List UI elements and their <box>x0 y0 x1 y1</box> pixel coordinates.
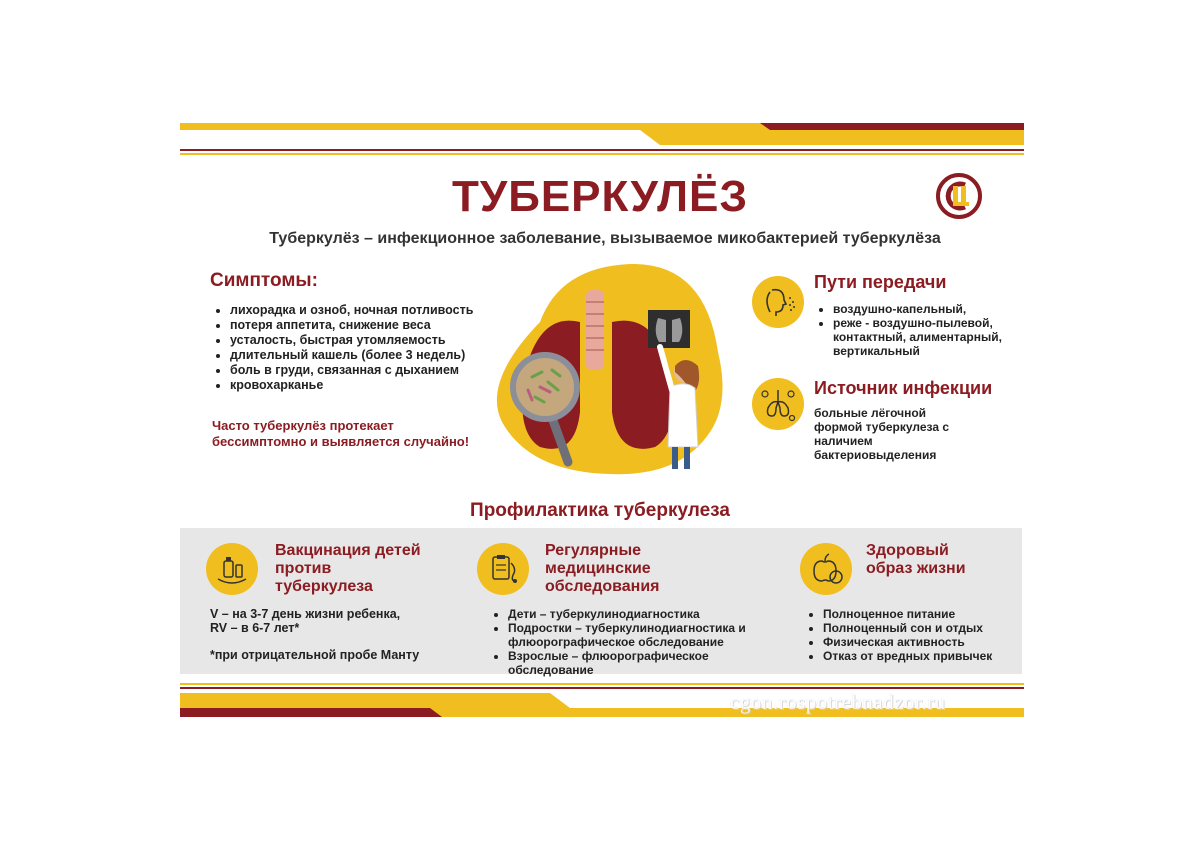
symptoms-note-line1: Часто туберкулёз протекает <box>212 418 394 433</box>
list-item: • Дети – туберкулинодиагностика <box>508 607 788 621</box>
list-item: • Отказ от вредных привычек <box>823 649 1023 663</box>
lifestyle-list <box>805 607 1023 663</box>
footer-website: cgon.rospotrebnadzor.ru <box>730 690 946 714</box>
list-item: • воздушно-капельный, <box>833 302 1023 316</box>
lifestyle-icon-circle <box>800 543 852 595</box>
list-item: • Полноценный сон и отдых <box>823 621 1023 635</box>
checkups-list <box>490 607 788 677</box>
list-item: • реже - воздушно-пылевой, контактный, алиментарный, вертикальный <box>833 316 1023 358</box>
page-title: ТУБЕРКУЛЁЗ <box>451 172 749 221</box>
vaccination-line1: V – на 3-7 день жизни ребенка, <box>210 607 401 621</box>
vaccine-icon <box>206 543 258 595</box>
vaccination-heading: Вакцинация детей против туберкулеза <box>275 542 421 595</box>
lungs-doctor-illustration <box>480 262 740 482</box>
transmission-heading: Пути передачи <box>814 272 947 292</box>
checkups-heading: Регулярные медицинские обследования <box>545 542 660 595</box>
transmission-icon-circle <box>752 276 804 328</box>
list-item: • кровохарканье <box>230 378 510 393</box>
list-item: • Подростки – туберкулинодиагностика и флюорографическое обследование <box>508 621 788 649</box>
vaccination-note: *при отрицательной пробе Манту <box>210 648 420 662</box>
list-item: • усталость, быстрая утомляемость <box>230 333 510 348</box>
symptoms-note <box>212 418 469 450</box>
medical-clipboard-icon <box>477 543 529 595</box>
list-item: • потеря аппетита, снижение веса <box>230 318 510 333</box>
list-item: • лихорадка и озноб, ночная потливость <box>230 303 510 318</box>
symptoms-list <box>212 303 510 393</box>
source-icon-circle <box>752 378 804 430</box>
apple-icon <box>800 543 852 595</box>
list-item: • длительный кашель (более 3 недель) <box>230 348 510 363</box>
vaccination-line2: RV – в 6-7 лет* <box>210 621 300 635</box>
lifestyle-heading: Здоровый образ жизни <box>866 542 966 577</box>
list-item: • боль в груди, связанная с дыханием <box>230 363 510 378</box>
list-item: • Полноценное питание <box>823 607 1023 621</box>
list-item: • Взрослые – флюорографическое обследование <box>508 649 788 677</box>
lungs-bacteria-icon <box>752 378 804 430</box>
source-heading: Источник инфекции <box>814 378 993 398</box>
page-subtitle: Туберкулёз – инфекционное заболевание, вызываемое микобактерией туберкулёза <box>269 230 941 247</box>
transmission-list <box>815 302 1023 358</box>
symptoms-note-line2: бессимптомно и выявляется случайно! <box>212 434 470 449</box>
top-decor-stripes <box>180 120 1024 160</box>
cg-logo-icon <box>935 172 983 220</box>
checkups-icon-circle <box>477 543 529 595</box>
source-text: больные лёгочной формой туберкулеза с наличием бактериовыделения <box>814 406 950 462</box>
vaccination-icon-circle <box>206 543 258 595</box>
prevention-heading: Профилактика туберкулеза <box>470 500 730 521</box>
cough-face-icon <box>752 276 804 328</box>
symptoms-heading: Симптомы: <box>210 270 318 291</box>
list-item: • Физическая активность <box>823 635 1023 649</box>
